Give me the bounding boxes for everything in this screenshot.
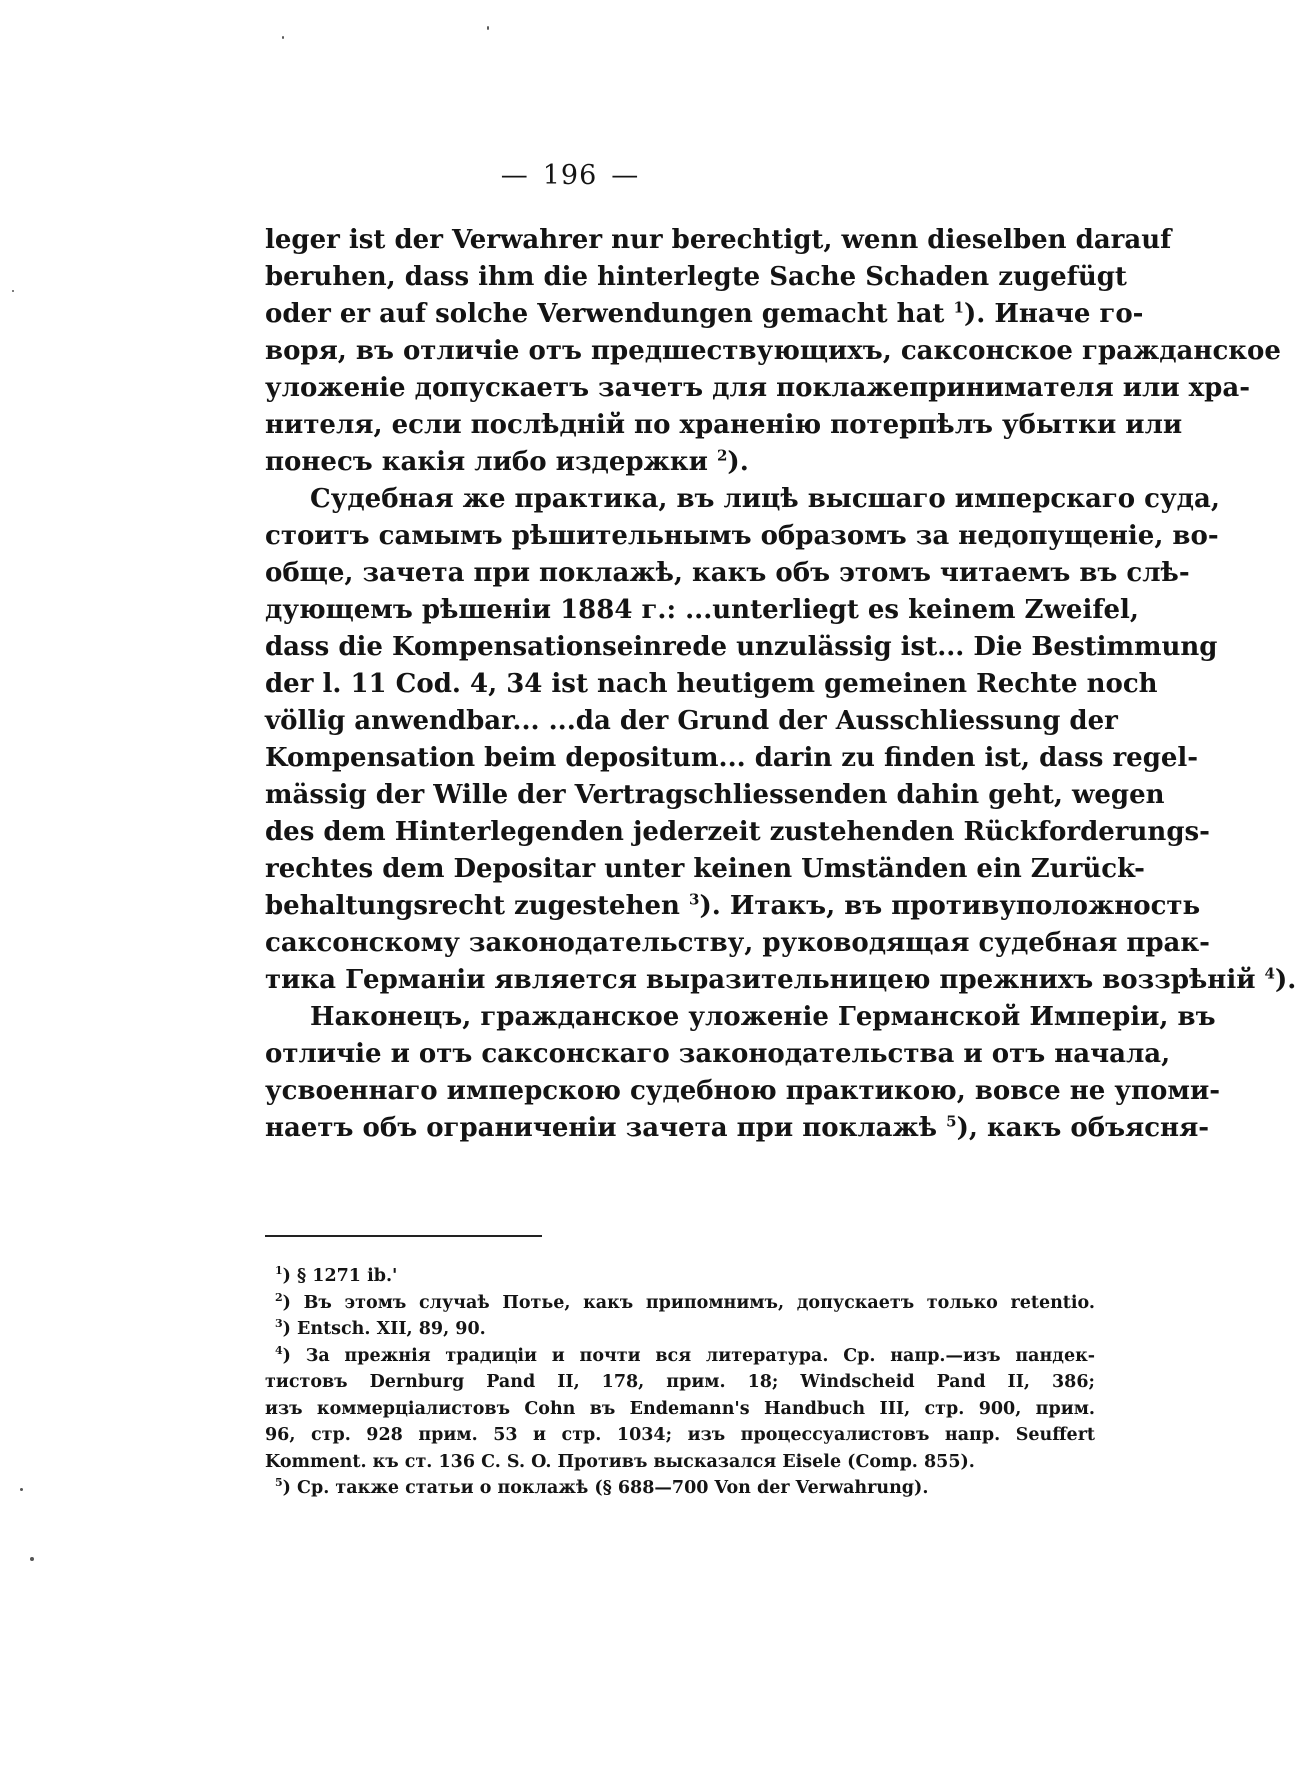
text-segment: ), какъ объясня- xyxy=(956,1113,1210,1143)
footnote-marker: 4 xyxy=(275,1343,283,1357)
scan-speck xyxy=(30,1557,34,1561)
text-line: leger ist der Verwahrer nur berechtigt, wenn dieselben darauf xyxy=(265,225,1172,255)
footnote-4-continued: тистовъ Dernburg Pand II, 178, прим. 18; Windscheid Pand II, 386; xyxy=(265,1372,1095,1392)
footnote-ref-5: 5 xyxy=(946,1112,957,1131)
main-text xyxy=(265,222,1296,1147)
text-line: Наконецъ, гражданское уложеніе Германской Имперіи, въ xyxy=(310,1002,1216,1032)
footnote-divider xyxy=(265,1235,542,1237)
text-line xyxy=(265,888,1201,925)
footnote-marker: 5 xyxy=(275,1476,283,1490)
footnote-4-continued: Komment. къ ст. 136 C. S. O. Противъ высказался Eisele (Comp. 855). xyxy=(265,1451,975,1472)
text-line xyxy=(265,962,1296,999)
footnote-2 xyxy=(265,1290,1095,1317)
footnote-4-continued: изъ коммерціалистовъ Cohn въ Endemann's Handbuch III, стр. 900, прим. xyxy=(265,1398,1095,1419)
text-segment: oder er auf solche Verwendungen gemacht hat xyxy=(265,299,945,329)
footnote-marker-paren: ) xyxy=(282,1478,291,1498)
text-segment: ). xyxy=(727,447,749,477)
text-line: rechtes dem Depositar unter keinen Umständen ein Zurück- xyxy=(265,854,1145,884)
footnote-1 xyxy=(265,1263,1095,1290)
page-number-dash-right: — xyxy=(611,160,640,191)
footnotes xyxy=(265,1263,1095,1502)
text-segment: наетъ объ ограниченіи зачета при поклажѣ xyxy=(265,1113,938,1143)
text-line: beruhen, dass ihm die hinterlegte Sache Schaden zugefügt xyxy=(265,262,1127,292)
page-number-value: 196 xyxy=(542,160,598,191)
text-segment: ). Иначе го- xyxy=(963,299,1144,329)
footnote-text: Въ этомъ случаѣ Потье, какъ припомнимъ, допускаетъ только retentio. xyxy=(303,1292,1096,1313)
footnote-marker-paren: ) xyxy=(282,1266,291,1286)
scan-speck xyxy=(20,1488,23,1491)
text-line xyxy=(265,444,1095,481)
text-line: уложеніе допускаетъ зачетъ для поклажепринимателя или хра- xyxy=(265,373,1250,403)
text-line: саксонскому законодательству, руководящая судебная прак- xyxy=(265,928,1210,958)
text-segment: behaltungsrecht zugestehen xyxy=(265,891,680,921)
text-line: Kompensation beim depositum... darin zu finden ist, dass regel- xyxy=(265,743,1199,773)
text-line: der l. 11 Cod. 4, 34 ist nach heutigem gemeinen Rechte noch xyxy=(265,669,1158,699)
scan-speck xyxy=(487,26,489,30)
text-line: усвоеннаго имперскою судебною практикою, вовсе не упоми- xyxy=(265,1076,1221,1106)
footnote-ref-4: 4 xyxy=(1264,964,1275,983)
footnote-ref-1: 1 xyxy=(953,298,964,317)
page-number xyxy=(0,160,1140,191)
scan-speck xyxy=(282,36,284,39)
footnote-text: Entsch. XII, 89, 90. xyxy=(297,1319,486,1339)
footnote-marker: 1 xyxy=(275,1264,283,1278)
footnote-ref-3: 3 xyxy=(689,890,700,909)
footnote-marker-paren: ) xyxy=(282,1345,291,1366)
text-segment: ). Итакъ, въ противуположность xyxy=(699,891,1201,921)
footnote-text: § 1271 ib.' xyxy=(297,1266,398,1286)
text-line: völlig anwendbar... ...da der Grund der Ausschliessung der xyxy=(265,706,1118,736)
text-line: обще, зачета при поклажѣ, какъ объ этомъ читаемъ въ слѣ- xyxy=(265,558,1190,588)
footnote-4-continued: 96, стр. 928 прим. 53 и стр. 1034; изъ процессуалистовъ напр. Seuffert xyxy=(265,1425,1095,1445)
text-line: нителя, если послѣдній по храненію потерпѣлъ убытки или xyxy=(265,410,1183,440)
footnote-text: За прежнія традиціи и почти вся литература. Ср. напр.—изъ пандек- xyxy=(305,1345,1096,1366)
footnote-3 xyxy=(265,1316,1095,1343)
footnote-marker-paren: ) xyxy=(282,1319,291,1339)
footnote-marker: 2 xyxy=(275,1290,283,1304)
text-segment: понесъ какія либо издержки xyxy=(265,447,708,477)
footnote-4 xyxy=(265,1343,1095,1370)
footnote-marker-paren: ) xyxy=(282,1292,291,1313)
text-line: des dem Hinterlegenden jederzeit zustehenden Rückforderungs- xyxy=(265,817,1210,847)
text-line: дующемъ рѣшеніи 1884 г.: ...unterliegt es keinem Zweifel, xyxy=(265,595,1139,625)
scan-speck xyxy=(12,290,14,292)
text-segment: тика Германіи является выразительницею прежнихъ воззрѣній xyxy=(265,965,1256,995)
text-line xyxy=(265,296,1144,333)
text-line: стоитъ самымъ рѣшительнымъ образомъ за недопущеніе, во- xyxy=(265,521,1219,551)
footnote-text: Ср. также статьи о поклажѣ (§ 688—700 Von der Verwahrung). xyxy=(297,1478,929,1498)
text-line: mässig der Wille der Vertragschliessenden dahin geht, wegen xyxy=(265,780,1165,810)
footnote-5 xyxy=(265,1475,1095,1502)
page-number-dash-left: — xyxy=(500,160,529,191)
text-line: Судебная же практика, въ лицѣ высшаго имперскаго суда, xyxy=(310,484,1220,514)
text-line: dass die Kompensationseinrede unzulässig ist... Die Bestimmung xyxy=(265,632,1218,662)
text-line: отличіе и отъ саксонскаго законодательства и отъ начала, xyxy=(265,1039,1171,1069)
text-line: воря, въ отличіе отъ предшествующихъ, саксонское гражданское xyxy=(265,336,1281,366)
footnote-marker: 3 xyxy=(275,1317,283,1331)
text-segment: ). xyxy=(1274,965,1296,995)
text-line xyxy=(265,1110,1210,1147)
footnote-ref-2: 2 xyxy=(716,446,728,465)
